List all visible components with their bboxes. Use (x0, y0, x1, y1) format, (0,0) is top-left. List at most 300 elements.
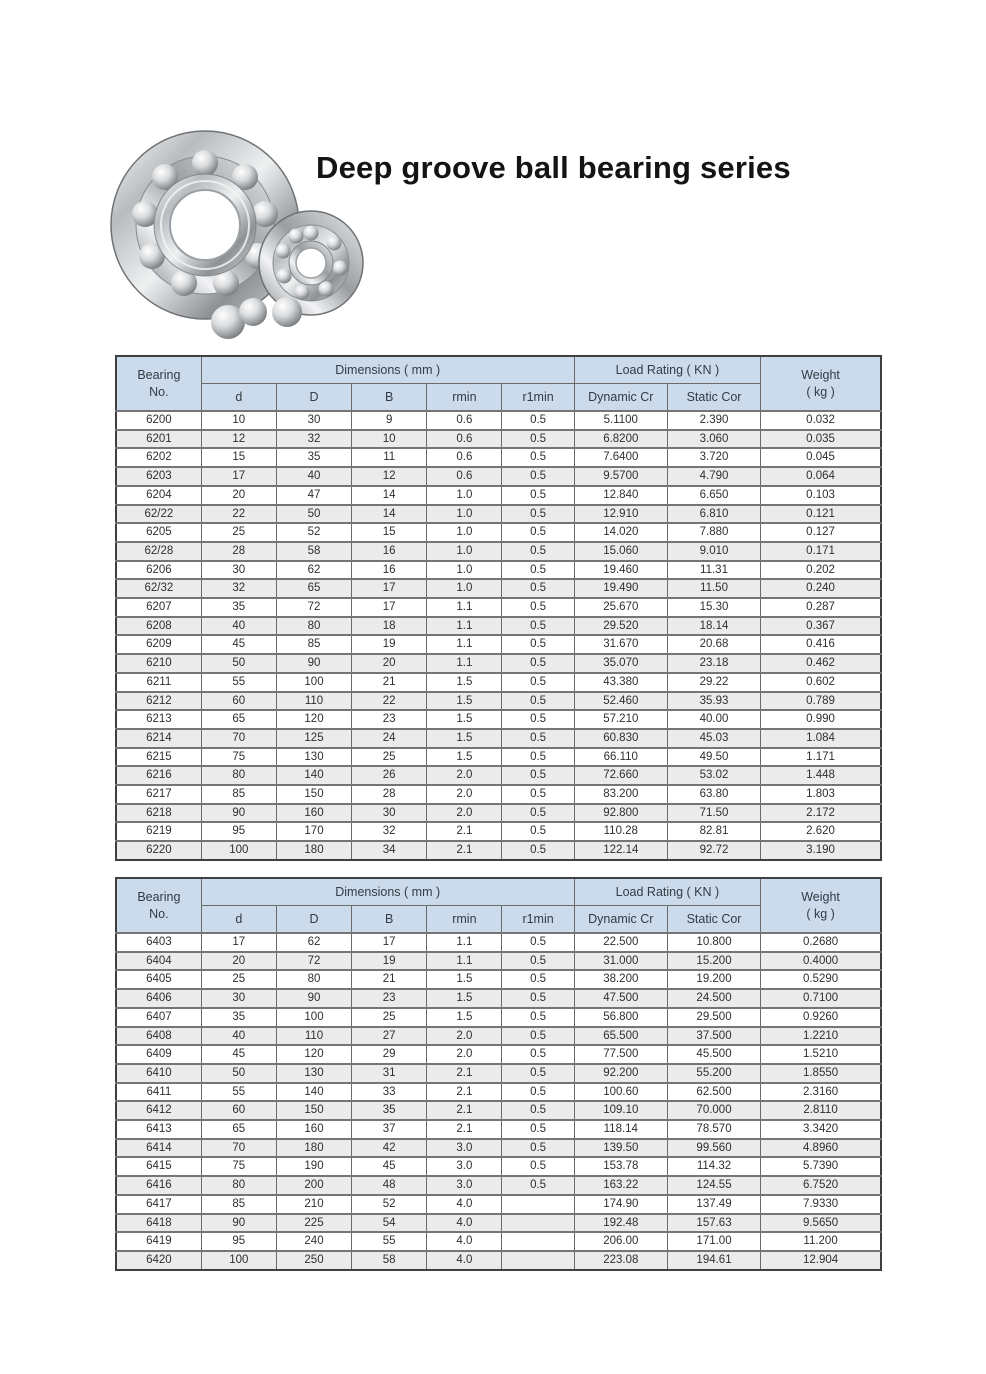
table-cell (502, 1251, 574, 1270)
table-cell: 47.500 (574, 989, 667, 1008)
table-cell: 70 (201, 1139, 276, 1158)
table-row (116, 785, 881, 804)
small-bearing (259, 211, 363, 315)
table-row (116, 1120, 881, 1139)
table-row (116, 804, 881, 823)
header-col-dynamic-cr: Dynamic Cr (574, 906, 667, 934)
table-cell: 11 (352, 448, 427, 467)
table-cell: 2.8110 (761, 1101, 881, 1120)
table-cell: 6208 (116, 617, 201, 636)
table-cell: 35 (201, 1008, 276, 1027)
header-bearing-no (116, 356, 201, 411)
table-cell: 90 (276, 989, 351, 1008)
table-cell: 2.1 (427, 1120, 502, 1139)
table-row (116, 1083, 881, 1102)
table-cell: 22.500 (574, 933, 667, 952)
table-cell: 206.00 (574, 1232, 667, 1251)
table-cell: 1.0 (427, 542, 502, 561)
table-cell: 3.3420 (761, 1120, 881, 1139)
table-cell: 92.72 (667, 841, 760, 860)
table-cell: 50 (201, 1064, 276, 1083)
table-cell: 42 (352, 1139, 427, 1158)
table-cell: 0.5 (502, 1157, 574, 1176)
table-cell: 2.0 (427, 804, 502, 823)
table-cell: 0.462 (761, 654, 881, 673)
header-weight-line2: ( kg ) (806, 906, 835, 921)
table-cell: 19 (352, 952, 427, 971)
table-cell: 32 (201, 579, 276, 598)
table-cell: 0.5 (502, 1064, 574, 1083)
table-cell: 3.0 (427, 1176, 502, 1195)
table-cell: 7.880 (667, 523, 760, 542)
table-cell: 0.5 (502, 635, 574, 654)
table-row (116, 1232, 881, 1251)
table-cell: 180 (276, 1139, 351, 1158)
table-cell: 35.070 (574, 654, 667, 673)
table-row (116, 729, 881, 748)
table-cell: 0.5 (502, 933, 574, 952)
table-cell: 1.1 (427, 598, 502, 617)
table-cell: 6406 (116, 989, 201, 1008)
table-cell: 23 (352, 710, 427, 729)
table-cell: 18 (352, 617, 427, 636)
table-cell: 0.5 (502, 729, 574, 748)
table-cell: 99.560 (667, 1139, 760, 1158)
table-cell: 4.0 (427, 1251, 502, 1270)
table-cell: 210 (276, 1195, 351, 1214)
bearing-table-6200-series (115, 355, 882, 861)
table-cell: 31.670 (574, 635, 667, 654)
table-cell: 6417 (116, 1195, 201, 1214)
table-cell: 55 (352, 1232, 427, 1251)
table-cell: 1.8550 (761, 1064, 881, 1083)
table-cell: 16 (352, 542, 427, 561)
table-cell: 0.5 (502, 1101, 574, 1120)
table-cell: 66.110 (574, 748, 667, 767)
table-cell: 11.50 (667, 579, 760, 598)
table-cell: 223.08 (574, 1251, 667, 1270)
table-cell: 92.200 (574, 1064, 667, 1083)
table-cell: 0.127 (761, 523, 881, 542)
table-cell: 6410 (116, 1064, 201, 1083)
table-cell: 1.0 (427, 486, 502, 505)
table-cell: 95 (201, 822, 276, 841)
header-col-static-cor: Static Cor (667, 384, 760, 412)
header-col-B: B (352, 906, 427, 934)
table-row (116, 952, 881, 971)
table-cell: 28 (201, 542, 276, 561)
table-row (116, 430, 881, 449)
table-row (116, 710, 881, 729)
table-cell: 85 (276, 635, 351, 654)
table-cell: 40 (201, 1027, 276, 1046)
table-cell: 0.2680 (761, 933, 881, 952)
table-cell: 0.5 (502, 822, 574, 841)
table-cell: 20.68 (667, 635, 760, 654)
table-cell: 0.5 (502, 617, 574, 636)
table-cell (502, 1214, 574, 1233)
header-col-r1min: r1min (502, 384, 574, 412)
table-cell: 6213 (116, 710, 201, 729)
table-cell: 6420 (116, 1251, 201, 1270)
table-cell: 6418 (116, 1214, 201, 1233)
table-cell: 2.0 (427, 766, 502, 785)
table-cell: 4.0 (427, 1232, 502, 1251)
table-cell: 0.7100 (761, 989, 881, 1008)
table-cell: 130 (276, 1064, 351, 1083)
table-row (116, 598, 881, 617)
table-cell: 54 (352, 1214, 427, 1233)
table-cell: 55.200 (667, 1064, 760, 1083)
table-cell: 70.000 (667, 1101, 760, 1120)
table-cell: 0.171 (761, 542, 881, 561)
header-bearing-line1: Bearing (137, 367, 181, 382)
table-cell: 14 (352, 486, 427, 505)
table-cell: 0.5 (502, 598, 574, 617)
table-cell: 48 (352, 1176, 427, 1195)
table-cell: 100 (201, 1251, 276, 1270)
table-cell: 130 (276, 748, 351, 767)
table-cell: 55 (201, 1083, 276, 1102)
table-cell: 250 (276, 1251, 351, 1270)
table-cell: 0.367 (761, 617, 881, 636)
table-cell: 65 (201, 710, 276, 729)
table-cell: 45 (201, 635, 276, 654)
header-bearing-line2: No. (149, 384, 169, 399)
table-cell: 25 (201, 523, 276, 542)
table-cell: 12.904 (761, 1251, 881, 1270)
table-cell: 6.650 (667, 486, 760, 505)
table-cell: 1.5 (427, 692, 502, 711)
table-cell: 12.910 (574, 505, 667, 524)
table-cell: 4.790 (667, 467, 760, 486)
table-cell: 80 (201, 766, 276, 785)
table-cell: 4.0 (427, 1214, 502, 1233)
table-cell: 1.5 (427, 729, 502, 748)
table-row (116, 970, 881, 989)
table-cell: 6416 (116, 1176, 201, 1195)
table-cell: 110 (276, 692, 351, 711)
table-cell: 2.620 (761, 822, 881, 841)
table-cell: 0.5290 (761, 970, 881, 989)
table-cell: 17 (352, 598, 427, 617)
table-cell: 38.200 (574, 970, 667, 989)
table-cell: 15.060 (574, 542, 667, 561)
table-cell: 120 (276, 710, 351, 729)
table-cell: 21 (352, 970, 427, 989)
table-row (116, 766, 881, 785)
table-cell: 140 (276, 1083, 351, 1102)
table-cell: 6218 (116, 804, 201, 823)
table-cell: 25 (201, 970, 276, 989)
table-cell: 3.190 (761, 841, 881, 860)
table-cell: 35 (201, 598, 276, 617)
table-cell: 20 (201, 952, 276, 971)
table-cell: 1.5 (427, 970, 502, 989)
table-cell: 35 (352, 1101, 427, 1120)
table-cell: 6212 (116, 692, 201, 711)
table-cell: 6415 (116, 1157, 201, 1176)
table-cell: 137.49 (667, 1195, 760, 1214)
table-cell: 0.5 (502, 1083, 574, 1102)
table-cell: 1.1 (427, 635, 502, 654)
table-cell: 25.670 (574, 598, 667, 617)
table-cell: 6219 (116, 822, 201, 841)
table-cell: 153.78 (574, 1157, 667, 1176)
table-row (116, 748, 881, 767)
table-cell: 6215 (116, 748, 201, 767)
table-cell: 25 (352, 1008, 427, 1027)
table-cell: 29.500 (667, 1008, 760, 1027)
table-cell: 85 (201, 785, 276, 804)
table-cell: 150 (276, 785, 351, 804)
table-cell: 92.800 (574, 804, 667, 823)
table-cell: 0.5 (502, 430, 574, 449)
table-cell: 0.287 (761, 598, 881, 617)
table-cell: 6407 (116, 1008, 201, 1027)
table-cell: 34 (352, 841, 427, 860)
table-cell: 90 (276, 654, 351, 673)
table-cell: 90 (201, 1214, 276, 1233)
table-cell: 0.5 (502, 1120, 574, 1139)
table-cell: 0.5 (502, 579, 574, 598)
table-cell: 140 (276, 766, 351, 785)
table-cell: 65 (201, 1120, 276, 1139)
table-cell: 0.240 (761, 579, 881, 598)
table-row (116, 1251, 881, 1270)
table-cell: 24 (352, 729, 427, 748)
table-cell: 11.31 (667, 561, 760, 580)
table-cell: 62/28 (116, 542, 201, 561)
table-cell: 0.789 (761, 692, 881, 711)
table-cell: 20 (352, 654, 427, 673)
table-cell: 58 (276, 542, 351, 561)
header-bearing-no (116, 878, 201, 933)
table-cell: 0.5 (502, 561, 574, 580)
table-cell: 6404 (116, 952, 201, 971)
table-cell: 9.5650 (761, 1214, 881, 1233)
table-cell: 0.5 (502, 989, 574, 1008)
table-cell: 6201 (116, 430, 201, 449)
table-cell: 1.0 (427, 523, 502, 542)
table-cell: 2.1 (427, 822, 502, 841)
table-cell: 31.000 (574, 952, 667, 971)
table-cell: 5.1100 (574, 411, 667, 430)
table-cell: 37 (352, 1120, 427, 1139)
table-cell: 6.810 (667, 505, 760, 524)
table-cell: 1.171 (761, 748, 881, 767)
table-cell: 170 (276, 822, 351, 841)
table-cell: 0.5 (502, 710, 574, 729)
table-cell: 56.800 (574, 1008, 667, 1027)
table-cell: 1.5210 (761, 1045, 881, 1064)
table-cell: 0.064 (761, 467, 881, 486)
table-header (116, 356, 881, 411)
header-weight-line2: ( kg ) (806, 384, 835, 399)
table-cell: 22 (352, 692, 427, 711)
table-cell: 55 (201, 673, 276, 692)
table-cell: 26 (352, 766, 427, 785)
header-dimensions: Dimensions ( mm ) (201, 356, 574, 384)
header-dimensions: Dimensions ( mm ) (201, 878, 574, 906)
table-cell: 71.50 (667, 804, 760, 823)
table-cell: 0.5 (502, 411, 574, 430)
table-cell: 35.93 (667, 692, 760, 711)
table-cell: 65.500 (574, 1027, 667, 1046)
table-cell: 6411 (116, 1083, 201, 1102)
table-cell: 0.5 (502, 841, 574, 860)
table-cell: 1.5 (427, 710, 502, 729)
table-cell: 0.035 (761, 430, 881, 449)
table-cell: 4.8960 (761, 1139, 881, 1158)
table-cell: 62 (276, 561, 351, 580)
table-cell: 0.5 (502, 523, 574, 542)
table-row (116, 1139, 881, 1158)
table-cell: 53.02 (667, 766, 760, 785)
table-cell: 0.5 (502, 692, 574, 711)
table-cell: 6211 (116, 673, 201, 692)
table-cell: 5.7390 (761, 1157, 881, 1176)
table-cell: 25 (352, 748, 427, 767)
table-cell: 6419 (116, 1232, 201, 1251)
table-cell: 82.81 (667, 822, 760, 841)
header-col-d: d (201, 906, 276, 934)
table-cell: 72.660 (574, 766, 667, 785)
table-cell: 2.390 (667, 411, 760, 430)
table-cell: 192.48 (574, 1214, 667, 1233)
table-row (116, 1008, 881, 1027)
table-cell: 100.60 (574, 1083, 667, 1102)
table-cell: 52 (276, 523, 351, 542)
table-cell: 49.50 (667, 748, 760, 767)
table-cell: 28 (352, 785, 427, 804)
table-cell: 0.602 (761, 673, 881, 692)
table-cell: 78.570 (667, 1120, 760, 1139)
table-cell: 29 (352, 1045, 427, 1064)
table-cell: 62.500 (667, 1083, 760, 1102)
table-cell: 6216 (116, 766, 201, 785)
table-cell: 7.6400 (574, 448, 667, 467)
table-cell: 3.720 (667, 448, 760, 467)
table-cell: 50 (276, 505, 351, 524)
table-cell: 6403 (116, 933, 201, 952)
table-cell: 150 (276, 1101, 351, 1120)
table-cell: 30 (201, 561, 276, 580)
table-cell: 0.5 (502, 654, 574, 673)
table-cell: 6414 (116, 1139, 201, 1158)
table-cell: 1.1 (427, 654, 502, 673)
table-cell: 10.800 (667, 933, 760, 952)
table-row (116, 1157, 881, 1176)
table-cell: 62 (276, 933, 351, 952)
table-cell: 240 (276, 1232, 351, 1251)
table-cell: 90 (201, 804, 276, 823)
table-cell: 157.63 (667, 1214, 760, 1233)
table-cell: 120 (276, 1045, 351, 1064)
table-cell: 2.1 (427, 1064, 502, 1083)
table-cell: 6217 (116, 785, 201, 804)
table-row (116, 542, 881, 561)
table-row (116, 617, 881, 636)
table-cell: 2.1 (427, 1101, 502, 1120)
table-cell: 2.1 (427, 1083, 502, 1102)
table-cell: 37.500 (667, 1027, 760, 1046)
table-cell: 23 (352, 989, 427, 1008)
header-bearing-line2: No. (149, 906, 169, 921)
table-cell: 29.520 (574, 617, 667, 636)
table-row (116, 673, 881, 692)
table-cell: 29.22 (667, 673, 760, 692)
table-cell: 6204 (116, 486, 201, 505)
table-cell: 0.5 (502, 748, 574, 767)
table-row (116, 822, 881, 841)
table-cell: 6.7520 (761, 1176, 881, 1195)
table-cell: 0.5 (502, 1045, 574, 1064)
table-cell: 15.30 (667, 598, 760, 617)
table-cell: 58 (352, 1251, 427, 1270)
table-cell: 6409 (116, 1045, 201, 1064)
table-cell: 109.10 (574, 1101, 667, 1120)
table-cell: 72 (276, 598, 351, 617)
table-cell: 22 (201, 505, 276, 524)
table-cell: 190 (276, 1157, 351, 1176)
table-cell: 15.200 (667, 952, 760, 971)
table-cell: 139.50 (574, 1139, 667, 1158)
table-cell: 9 (352, 411, 427, 430)
table-cell: 1.448 (761, 766, 881, 785)
table-cell: 18.14 (667, 617, 760, 636)
table-row (116, 523, 881, 542)
table-cell: 2.3160 (761, 1083, 881, 1102)
table-row (116, 841, 881, 860)
header-weight-line1: Weight (801, 889, 840, 904)
table-cell: 14 (352, 505, 427, 524)
table-cell: 1.0 (427, 505, 502, 524)
table-cell: 72 (276, 952, 351, 971)
header-weight (761, 878, 881, 933)
table-cell: 0.121 (761, 505, 881, 524)
header-col-dynamic-cr: Dynamic Cr (574, 384, 667, 412)
table-cell: 2.0 (427, 785, 502, 804)
table-cell: 174.90 (574, 1195, 667, 1214)
table-cell: 23.18 (667, 654, 760, 673)
table-cell: 16 (352, 561, 427, 580)
table-cell: 0.032 (761, 411, 881, 430)
header-col-D: D (276, 384, 351, 412)
table-cell: 114.32 (667, 1157, 760, 1176)
table-cell: 0.5 (502, 505, 574, 524)
table-cell: 160 (276, 1120, 351, 1139)
table-cell: 57.210 (574, 710, 667, 729)
table-cell: 118.14 (574, 1120, 667, 1139)
table-cell: 0.5 (502, 673, 574, 692)
table-cell: 0.5 (502, 952, 574, 971)
table-cell: 32 (276, 430, 351, 449)
table-cell: 0.416 (761, 635, 881, 654)
table-cell: 180 (276, 841, 351, 860)
page-title: Deep groove ball bearing series (316, 150, 791, 185)
table-cell: 0.045 (761, 448, 881, 467)
table-cell: 62/22 (116, 505, 201, 524)
table-cell: 24.500 (667, 989, 760, 1008)
header-load-rating: Load Rating ( KN ) (574, 878, 760, 906)
table-row (116, 505, 881, 524)
table-cell: 6200 (116, 411, 201, 430)
table-cell: 0.5 (502, 1139, 574, 1158)
table-cell: 6210 (116, 654, 201, 673)
table-cell: 2.1 (427, 841, 502, 860)
table-cell: 80 (276, 970, 351, 989)
